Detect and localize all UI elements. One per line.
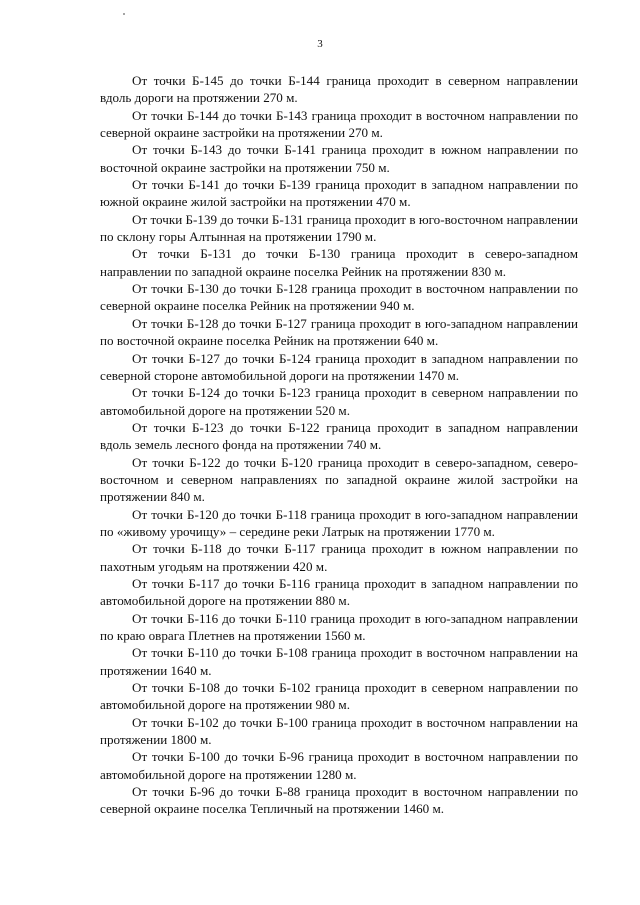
paragraph: От точки Б-141 до точки Б-139 граница проходит в западном направлении по южной окраине жилой застройки на протяжении 470 м. (100, 177, 578, 210)
document-body (100, 72, 578, 818)
paragraph: От точки Б-108 до точки Б-102 граница проходит в северном направлении по автомобильной дороге на протяжении 980 м. (100, 680, 578, 713)
page-number: 3 (317, 38, 323, 50)
paragraph: От точки Б-117 до точки Б-116 граница проходит в западном направлении по автомобильной дороге на протяжении 880 м. (100, 575, 578, 609)
paragraph: От точки Б-116 до точки Б-110 граница проходит в юго-западном направлении по краю оврага Плетнев на протяжении 1560 м. (100, 610, 578, 643)
paragraph: От точки Б-96 до точки Б-88 граница проходит в восточном направлении по северной окраине поселка Тепличный на протяжении 1460 м. (100, 784, 578, 817)
paragraph: От точки Б-139 до точки Б-131 граница проходит в юго-восточном направлении по склону горы Алтынная на протяжении 1790 м. (100, 211, 578, 245)
paragraph: От точки Б-124 до точки Б-123 граница проходит в северном направлении по автомобильной дороге на протяжении 520 м. (100, 385, 578, 418)
paragraph: От точки Б-118 до точки Б-117 граница проходит в южном направлении по пахотным угодьям на протяжении 420 м. (100, 541, 578, 574)
paragraph: От точки Б-144 до точки Б-143 граница проходит в восточном направлении по северной окраине застройки на протяжении 270 м. (100, 107, 578, 141)
paragraph: От точки Б-143 до точки Б-141 граница проходит в южном направлении по восточной окраине застройки на протяжении 750 м. (100, 142, 578, 175)
paragraph: От точки Б-120 до точки Б-118 граница проходит в юго-западном направлении по «живому урочищу» – середине реки Латрык на протяжении 1770 м. (100, 506, 578, 539)
paragraph: От точки Б-102 до точки Б-100 граница проходит в восточном направлении на протяжении 1800 м. (100, 714, 578, 748)
paragraph: От точки Б-131 до точки Б-130 граница проходит в северо-западном направлении по западной окраине поселка Рейник на протяжении 830 м. (100, 246, 578, 279)
paragraph: От точки Б-110 до точки Б-108 граница проходит в восточном направлении на протяжении 1640 м. (100, 645, 578, 678)
paragraph: От точки Б-122 до точки Б-120 граница проходит в северо-западном, северо-восточном и северном направлениях по западной окраине жилой застройки на протяжении 840 м. (100, 454, 578, 505)
scan-speck (123, 13, 125, 15)
paragraph: От точки Б-130 до точки Б-128 граница проходит в восточном направлении по северной окраине поселка Рейник на протяжении 940 м. (100, 281, 578, 314)
paragraph: От точки Б-145 до точки Б-144 граница проходит в северном направлении вдоль дороги на протяжении 270 м. (100, 73, 578, 106)
paragraph: От точки Б-128 до точки Б-127 граница проходит в юго-западном направлении по восточной окраине поселка Рейник на протяжении 640 м. (100, 315, 578, 349)
paragraph: От точки Б-123 до точки Б-122 граница проходит в западном направлении вдоль земель лесного фонда на протяжении 740 м. (100, 419, 578, 453)
paragraph: От точки Б-127 до точки Б-124 граница проходит в западном направлении по северной стороне автомобильной дороги на протяжении 1470 м. (100, 350, 578, 383)
paragraph: От точки Б-100 до точки Б-96 граница проходит в восточном направлении по автомобильной дороге на протяжении 1280 м. (100, 749, 578, 782)
